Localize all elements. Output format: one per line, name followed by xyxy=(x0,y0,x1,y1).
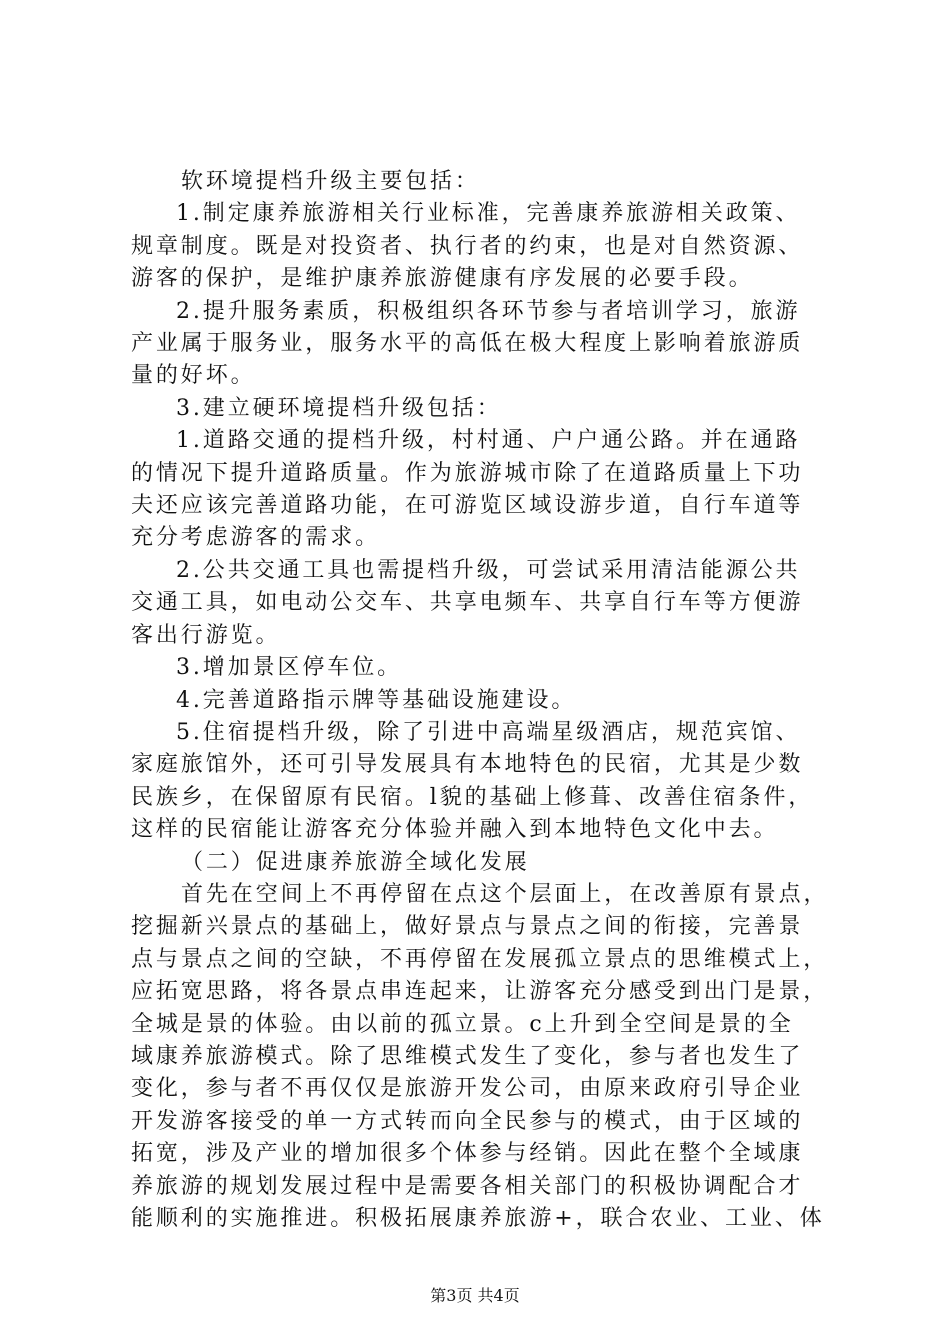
page-number-footer: 第3页 共4页 xyxy=(430,1286,520,1305)
paragraph-line: 挖掘新兴景点的基础上，做好景点与景点之间的衔接，完善景 xyxy=(131,914,804,940)
paragraph-line: 这样的民宿能让游客充分体验并融入到本地特色文化中去。 xyxy=(131,817,779,843)
paragraph-line: 能顺利的实施推进。积极拓展康养旅游+，联合农业、工业、体 xyxy=(131,1206,825,1231)
paragraph-line: 开发游客接受的单一方式转而向全民参与的模式，由于区域的 xyxy=(131,1108,804,1134)
paragraph-line: 养旅游的规划发展过程中是需要各相关部门的积极协调配合才 xyxy=(131,1173,804,1199)
paragraph-line: 家庭旅馆外，还可引导发展具有本地特色的民宿，尤其是少数 xyxy=(131,752,804,778)
paragraph-line: 应拓宽思路，将各景点串连起来，让游客充分感受到出门是景， xyxy=(131,979,829,1005)
paragraph-line: 量的好坏。 xyxy=(131,363,256,389)
paragraph-line: 1.道路交通的提档升级，村村通、户户通公路。并在通路 xyxy=(176,428,801,454)
paragraph-line: 2.公共交通工具也需提档升级，可尝试采用清洁能源公共 xyxy=(176,557,801,583)
paragraph-line: 充分考虑游客的需求。 xyxy=(131,525,381,551)
paragraph-line: 客出行游览。 xyxy=(131,622,281,648)
paragraph-line: 4.完善道路指示牌等基础设施建设。 xyxy=(176,687,577,713)
paragraph-line: 软环境提档升级主要包括： xyxy=(181,169,480,194)
paragraph-line: 2.提升服务素质，积极组织各环节参与者培训学习，旅游 xyxy=(176,298,801,324)
section-heading: （二）促进康养旅游全域化发展 xyxy=(181,849,530,875)
paragraph-line: 产业属于服务业，服务水平的高低在极大程度上影响着旅游质 xyxy=(131,331,804,357)
paragraph-line: 3.建立硬环境提档升级包括： xyxy=(176,395,502,421)
document-body xyxy=(131,166,831,1235)
paragraph-line: 全城是景的体验。由以前的孤立景。c上升到全空间是景的全 xyxy=(131,1011,794,1037)
paragraph-line: 变化，参与者不再仅仅是旅游开发公司，由原来政府引导企业 xyxy=(131,1076,804,1102)
paragraph-line: 3.增加景区停车位。 xyxy=(176,655,402,681)
paragraph-line: 点与景点之间的空缺，不再停留在发展孤立景点的思维模式上， xyxy=(131,946,829,972)
paragraph-line: 交通工具，如电动公交车、共享电频车、共享自行车等方便游 xyxy=(131,590,804,616)
paragraph-line: 规章制度。既是对投资者、执行者的约束，也是对自然资源、 xyxy=(131,233,804,259)
paragraph-line: 民族乡，在保留原有民宿。l貌的基础上修葺、改善住宿条件， xyxy=(131,784,814,810)
paragraph-line: 5.住宿提档升级，除了引进中高端星级酒店，规范宾馆、 xyxy=(176,719,801,745)
paragraph-line: 游客的保护，是维护康养旅游健康有序发展的必要手段。 xyxy=(131,266,754,292)
paragraph-line: 的情况下提升道路质量。作为旅游城市除了在道路质量上下功 xyxy=(131,460,804,486)
paragraph-line: 拓宽，涉及产业的增加很多个体参与经销。因此在整个全域康 xyxy=(131,1141,804,1167)
paragraph-line: 域康养旅游模式。除了思维模式发生了变化，参与者也发生了 xyxy=(131,1043,804,1069)
paragraph-line: 夫还应该完善道路功能，在可游览区域设游步道，自行车道等 xyxy=(131,493,804,519)
paragraph-line: 1.制定康养旅游相关行业标准，完善康养旅游相关政策、 xyxy=(176,201,801,227)
paragraph-line: 首先在空间上不再停留在点这个层面上，在改善原有景点， xyxy=(181,881,829,907)
